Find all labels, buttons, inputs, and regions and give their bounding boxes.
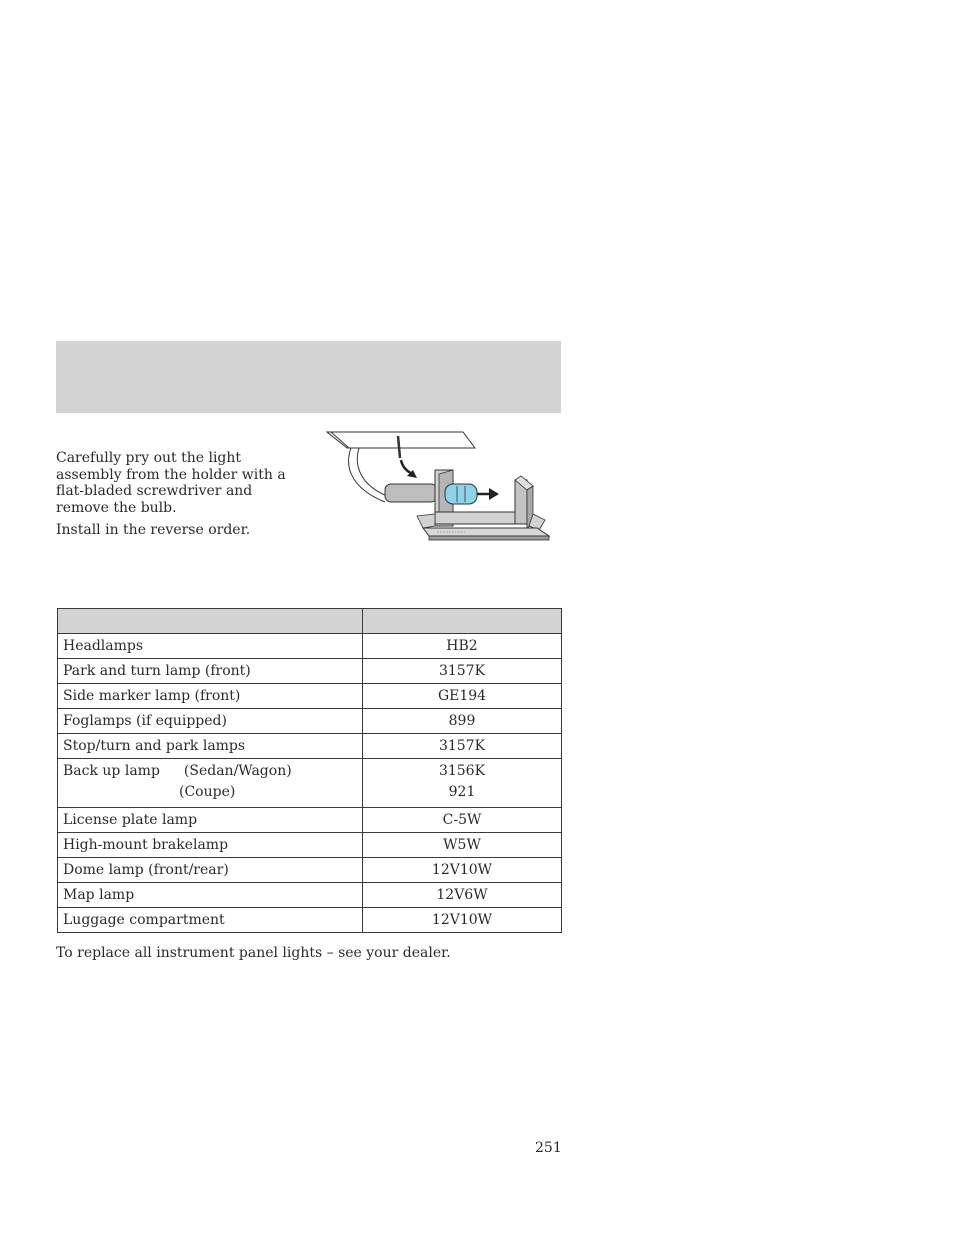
bulb-number-cell bbox=[363, 759, 562, 808]
table-row bbox=[58, 759, 562, 808]
lamp-variant-label: (Sedan/Wagon) bbox=[183, 763, 292, 779]
table-row bbox=[58, 659, 562, 684]
bulb-number-cell: 899 bbox=[363, 709, 562, 734]
table-row bbox=[58, 908, 562, 933]
lamp-function-cell: Headlamps bbox=[58, 634, 363, 659]
table-header-cell bbox=[363, 609, 562, 634]
table-row bbox=[58, 734, 562, 759]
lamp-function-cell: Stop/turn and park lamps bbox=[58, 734, 363, 759]
table-row bbox=[58, 709, 562, 734]
bulb-number-line: 921 bbox=[448, 784, 476, 800]
table-header-cell bbox=[58, 609, 363, 634]
footer-note: To replace all instrument panel lights – see your dealer. bbox=[56, 945, 451, 961]
bulb-number-cell: GE194 bbox=[363, 684, 562, 709]
lamp-function-cell: License plate lamp bbox=[58, 808, 363, 833]
table-row bbox=[58, 858, 562, 883]
lamp-function-cell: Luggage compartment bbox=[58, 908, 363, 933]
bulb-number-cell: HB2 bbox=[363, 634, 562, 659]
lamp-function-line bbox=[63, 782, 357, 803]
bulb-number-cell: 12V10W bbox=[363, 908, 562, 933]
lamp-function-cell: High-mount brakelamp bbox=[58, 833, 363, 858]
bulb-number-line: 3156K bbox=[438, 763, 486, 779]
lamp-function-label: Back up lamp bbox=[63, 763, 160, 779]
instructions bbox=[56, 450, 306, 545]
table-row bbox=[58, 833, 562, 858]
page-number: 251 bbox=[535, 1140, 562, 1156]
lamp-function-cell: Map lamp bbox=[58, 883, 363, 908]
bulb-specification-table bbox=[57, 608, 562, 933]
table-header-row bbox=[58, 609, 562, 634]
bulb-number-cell: 12V10W bbox=[363, 858, 562, 883]
bulb-number-cell: 3157K bbox=[363, 734, 562, 759]
section-header-banner bbox=[56, 341, 561, 413]
bulb-number-cell: 3157K bbox=[363, 659, 562, 684]
lamp-variant-label: (Coupe) bbox=[179, 784, 236, 800]
bulb-number-cell: W5W bbox=[363, 833, 562, 858]
lamp-function-cell: Side marker lamp (front) bbox=[58, 684, 363, 709]
bulb-number-cell: 12V6W bbox=[363, 883, 562, 908]
instruction-step-2: Install in the reverse order. bbox=[56, 522, 251, 538]
lamp-function-cell bbox=[58, 759, 363, 808]
table-row bbox=[58, 808, 562, 833]
lamp-function-line bbox=[63, 761, 357, 782]
bulb-removal-illustration bbox=[325, 430, 553, 542]
lamp-function-cell: Foglamps (if equipped) bbox=[58, 709, 363, 734]
bulb-number-cell: C-5W bbox=[363, 808, 562, 833]
table-row bbox=[58, 883, 562, 908]
table-row bbox=[58, 684, 562, 709]
lamp-function-cell: Dome lamp (front/rear) bbox=[58, 858, 363, 883]
lamp-function-cell: Park and turn lamp (front) bbox=[58, 659, 363, 684]
instruction-step-1: Carefully pry out the light assembly from the holder with a flat-bladed screwdriver and remove the bulb. bbox=[56, 450, 286, 516]
table-row bbox=[58, 634, 562, 659]
